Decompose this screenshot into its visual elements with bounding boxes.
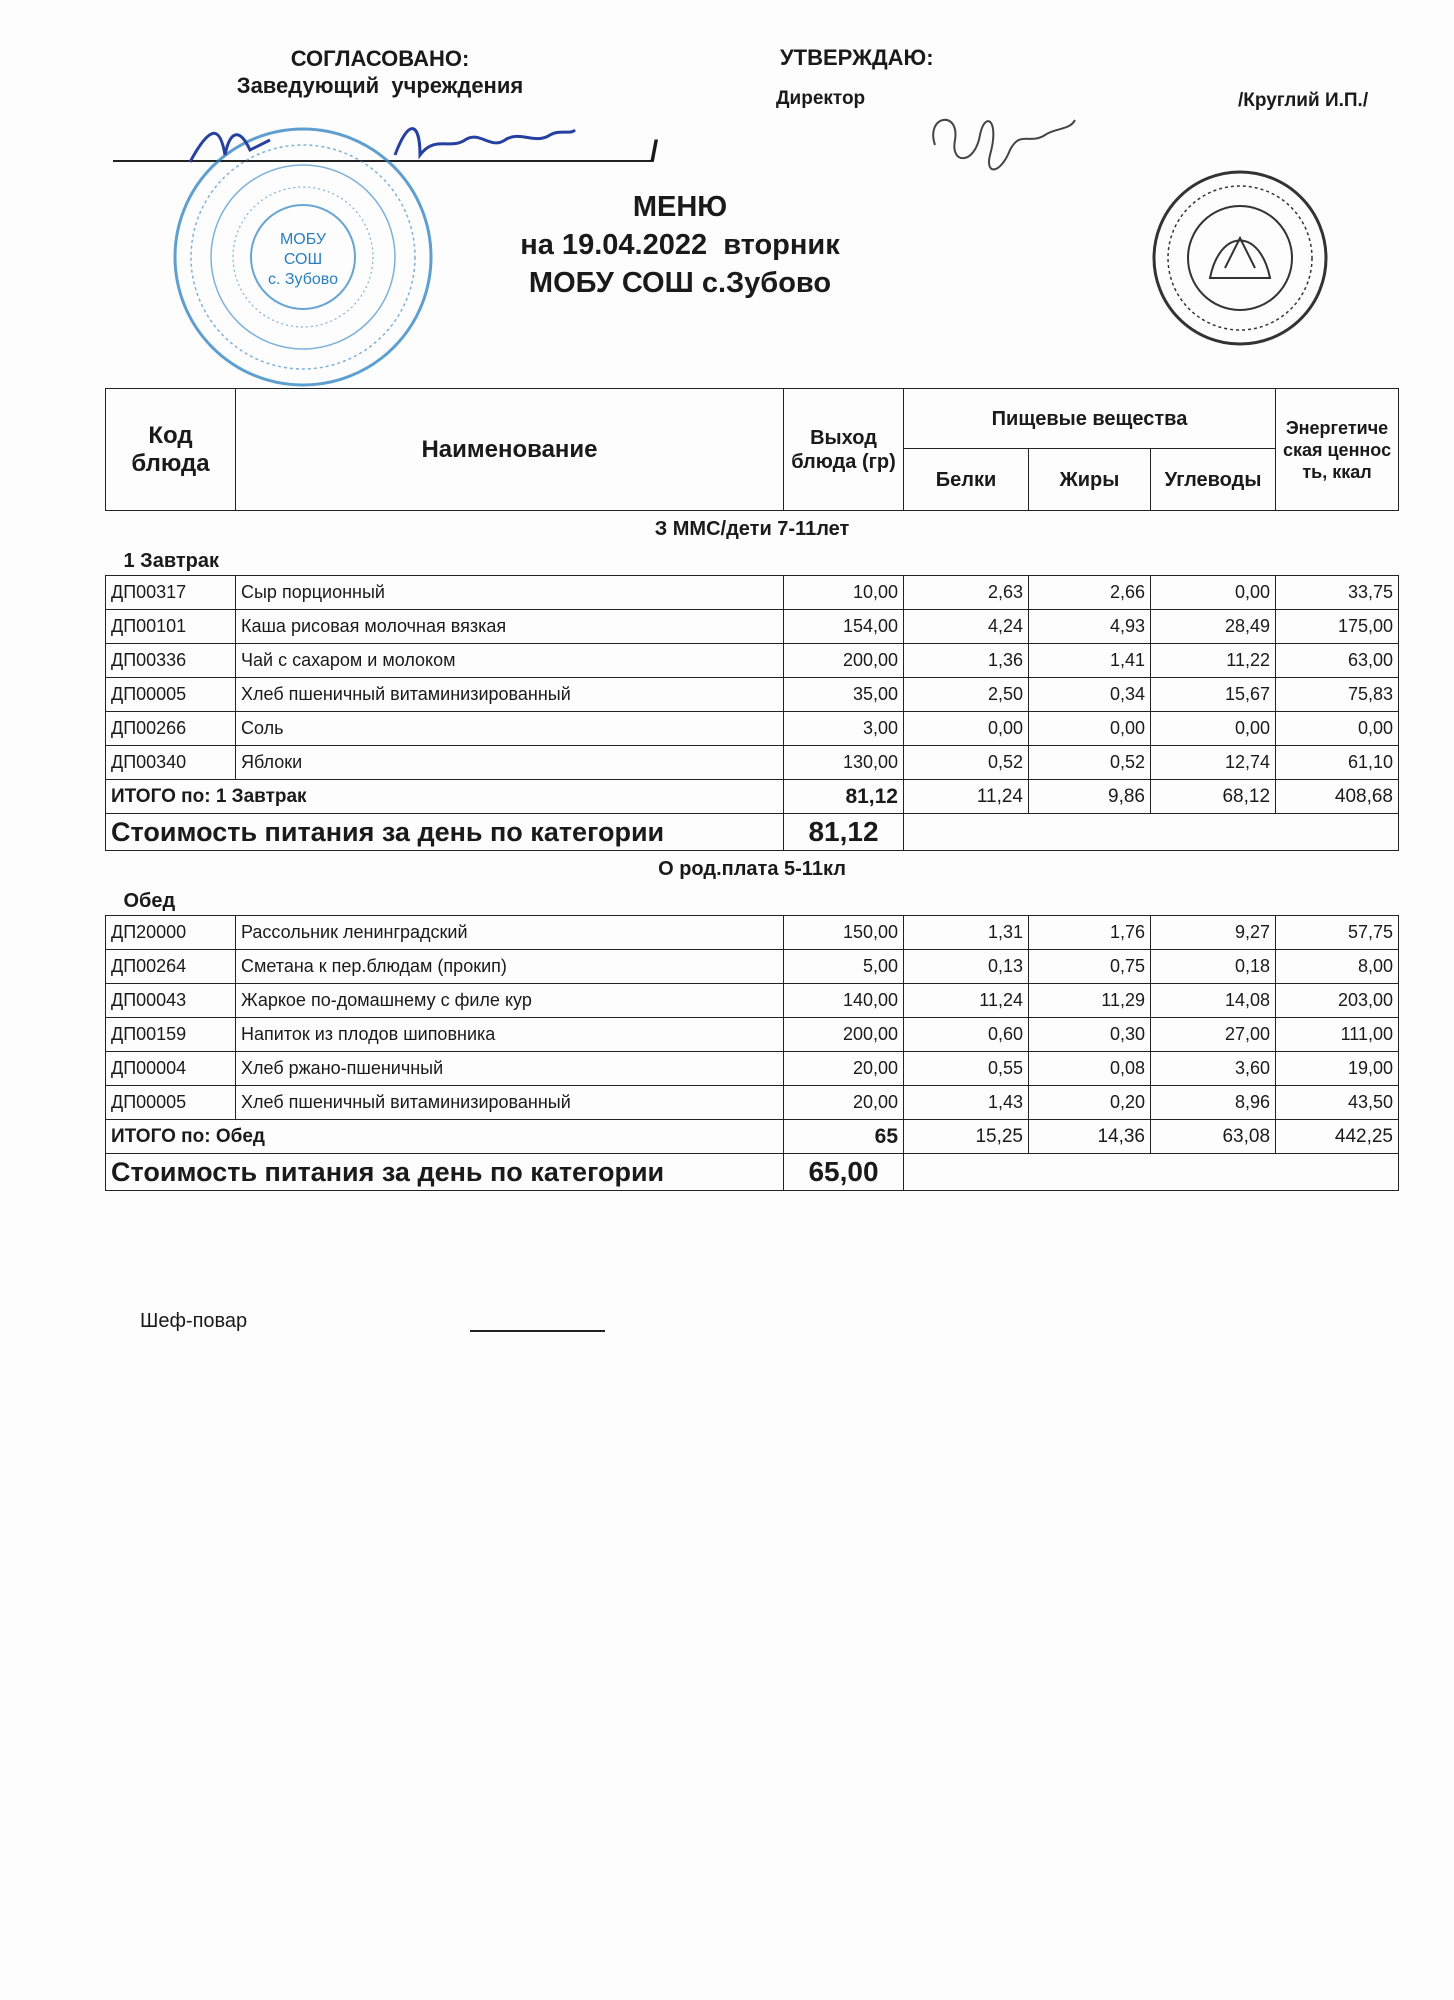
agreed-role: Заведующий учреждения [236,73,524,98]
table-row [106,678,1399,712]
total-yield: 81,12 [784,780,904,814]
meal-group-row [106,887,1399,916]
cell-carbs: 8,96 [1151,1086,1276,1120]
cell-energy: 0,00 [1276,712,1399,746]
header-name: Наименование [236,389,784,511]
stamp-line-3: с. Зубово [267,271,339,288]
table-row [106,712,1399,746]
cost-row [106,814,1399,851]
cell-energy: 175,00 [1276,610,1399,644]
header-fat: Жиры [1029,449,1151,511]
cost-label: Стоимость питания за день по категории [106,1154,784,1191]
cell-code: ДП00005 [106,678,236,712]
cell-name: Хлеб пшеничный витаминизированный [236,1086,784,1120]
menu-table-body [106,511,1399,1191]
cell-protein: 0,55 [904,1052,1029,1086]
cell-code: ДП00005 [106,1086,236,1120]
table-row [106,610,1399,644]
table-row [106,950,1399,984]
cell-protein: 1,36 [904,644,1029,678]
cell-energy: 57,75 [1276,916,1399,950]
cell-code: ДП00317 [106,576,236,610]
cell-protein: 1,31 [904,916,1029,950]
cell-energy: 43,50 [1276,1086,1399,1120]
cell-yield: 200,00 [784,644,904,678]
cell-protein: 0,60 [904,1018,1029,1052]
cell-carbs: 0,00 [1151,712,1276,746]
menu-title [380,188,980,302]
agreed-title: СОГЛАСОВАНО: [290,46,470,71]
table-row [106,576,1399,610]
category-label: О род.плата 5-11кл [658,857,846,880]
menu-table [105,388,1399,1191]
cell-yield: 130,00 [784,746,904,780]
cell-yield: 3,00 [784,712,904,746]
cell-fat: 0,75 [1029,950,1151,984]
cell-code: ДП00264 [106,950,236,984]
cell-fat: 0,34 [1029,678,1151,712]
cost-blank [904,814,1399,851]
total-row [106,1120,1399,1154]
category-label: З ММС/дети 7-11лет [654,517,850,540]
cell-code: ДП00266 [106,712,236,746]
cell-protein: 1,43 [904,1086,1029,1120]
total-fat: 14,36 [1029,1120,1151,1154]
header-protein: Белки [904,449,1029,511]
meal-group-label: Обед [106,887,1399,916]
cell-yield: 20,00 [784,1086,904,1120]
header-carbs: Углеводы [1151,449,1276,511]
total-energy: 408,68 [1276,780,1399,814]
cell-energy: 19,00 [1276,1052,1399,1086]
stamp-line-2: СОШ [283,251,323,268]
title-line-1: МЕНЮ [632,191,728,223]
category-row [106,851,1399,888]
cell-name: Каша рисовая молочная вязкая [236,610,784,644]
director-name: /Круглий И.П./ [1238,90,1369,111]
total-protein: 15,25 [904,1120,1029,1154]
signature-1-icon [180,120,300,170]
cell-carbs: 0,18 [1151,950,1276,984]
header-yield: Выход блюда (гр) [784,389,904,511]
cell-fat: 11,29 [1029,984,1151,1018]
cell-name: Яблоки [236,746,784,780]
chef-signature-line [470,1330,605,1332]
cell-code: ДП00336 [106,644,236,678]
cell-yield: 20,00 [784,1052,904,1086]
cell-code: ДП00159 [106,1018,236,1052]
cell-code: ДП00043 [106,984,236,1018]
cell-name: Жаркое по-домашнему с филе кур [236,984,784,1018]
cell-code: ДП00340 [106,746,236,780]
cell-code: ДП00004 [106,1052,236,1086]
meal-group-row [106,547,1399,576]
total-label: ИТОГО по: Обед [106,1120,784,1154]
cell-yield: 35,00 [784,678,904,712]
director-label: Директор [776,88,866,109]
chef-label: Шеф-повар [140,1310,248,1332]
cell-protein: 11,24 [904,984,1029,1018]
cell-carbs: 0,00 [1151,576,1276,610]
cell-carbs: 27,00 [1151,1018,1276,1052]
table-row [106,644,1399,678]
total-yield: 65 [784,1120,904,1154]
category-row [106,511,1399,548]
cell-name: Хлеб пшеничный витаминизированный [236,678,784,712]
cell-protein: 0,13 [904,950,1029,984]
cell-fat: 0,08 [1029,1052,1151,1086]
cell-yield: 140,00 [784,984,904,1018]
cell-energy: 203,00 [1276,984,1399,1018]
title-line-2: на 19.04.2022 вторник [520,229,840,261]
meal-group-label: 1 Завтрак [106,547,1399,576]
cell-yield: 5,00 [784,950,904,984]
cost-row [106,1154,1399,1191]
cell-yield: 200,00 [784,1018,904,1052]
cell-name: Сметана к пер.блюдам (прокип) [236,950,784,984]
agreed-block [200,45,560,99]
total-protein: 11,24 [904,780,1029,814]
stamp-line-1: МОБУ [279,231,327,248]
cell-name: Сыр порционный [236,576,784,610]
cell-energy: 8,00 [1276,950,1399,984]
cell-name: Чай с сахаром и молоком [236,644,784,678]
cell-fat: 0,30 [1029,1018,1151,1052]
cost-label: Стоимость питания за день по категории [106,814,784,851]
cell-code: ДП20000 [106,916,236,950]
cell-energy: 33,75 [1276,576,1399,610]
cell-yield: 150,00 [784,916,904,950]
cell-carbs: 15,67 [1151,678,1276,712]
table-row [106,746,1399,780]
director-stamp-icon [1150,168,1330,348]
total-energy: 442,25 [1276,1120,1399,1154]
table-row [106,984,1399,1018]
cell-protein: 0,00 [904,712,1029,746]
cell-energy: 63,00 [1276,644,1399,678]
total-fat: 9,86 [1029,780,1151,814]
total-label: ИТОГО по: 1 Завтрак [106,780,784,814]
cell-name: Напиток из плодов шиповника [236,1018,784,1052]
cell-code: ДП00101 [106,610,236,644]
cell-protein: 2,63 [904,576,1029,610]
header-nutrients: Пищевые вещества [904,389,1276,449]
cell-carbs: 14,08 [1151,984,1276,1018]
cell-fat: 1,76 [1029,916,1151,950]
cell-carbs: 9,27 [1151,916,1276,950]
cell-fat: 1,41 [1029,644,1151,678]
cell-fat: 0,00 [1029,712,1151,746]
director-signature-icon [920,95,1080,185]
title-line-3: МОБУ СОШ с.Зубово [528,267,832,299]
cell-fat: 2,66 [1029,576,1151,610]
total-carbs: 68,12 [1151,780,1276,814]
total-row [106,780,1399,814]
header-energy: Энергетическая ценность, ккал [1276,389,1399,511]
header-code: Код блюда [106,389,236,511]
cell-protein: 2,50 [904,678,1029,712]
cell-yield: 10,00 [784,576,904,610]
cell-name: Хлеб ржано-пшеничный [236,1052,784,1086]
cell-energy: 111,00 [1276,1018,1399,1052]
total-carbs: 63,08 [1151,1120,1276,1154]
cost-value: 81,12 [784,814,904,851]
signature-slash: / [650,135,659,168]
table-row [106,1086,1399,1120]
table-row [106,1018,1399,1052]
cell-protein: 0,52 [904,746,1029,780]
cell-name: Соль [236,712,784,746]
cell-carbs: 11,22 [1151,644,1276,678]
table-row [106,916,1399,950]
table-row [106,1052,1399,1086]
cell-fat: 0,52 [1029,746,1151,780]
cell-yield: 154,00 [784,610,904,644]
cost-blank [904,1154,1399,1191]
cell-carbs: 12,74 [1151,746,1276,780]
cell-carbs: 3,60 [1151,1052,1276,1086]
cell-energy: 61,10 [1276,746,1399,780]
cell-energy: 75,83 [1276,678,1399,712]
approve-title: УТВЕРЖДАЮ: [780,45,934,70]
cell-name: Рассольник ленинградский [236,916,784,950]
cell-fat: 4,93 [1029,610,1151,644]
cell-protein: 4,24 [904,610,1029,644]
cell-fat: 0,20 [1029,1086,1151,1120]
cost-value: 65,00 [784,1154,904,1191]
cell-carbs: 28,49 [1151,610,1276,644]
signature-2-icon [390,115,580,165]
